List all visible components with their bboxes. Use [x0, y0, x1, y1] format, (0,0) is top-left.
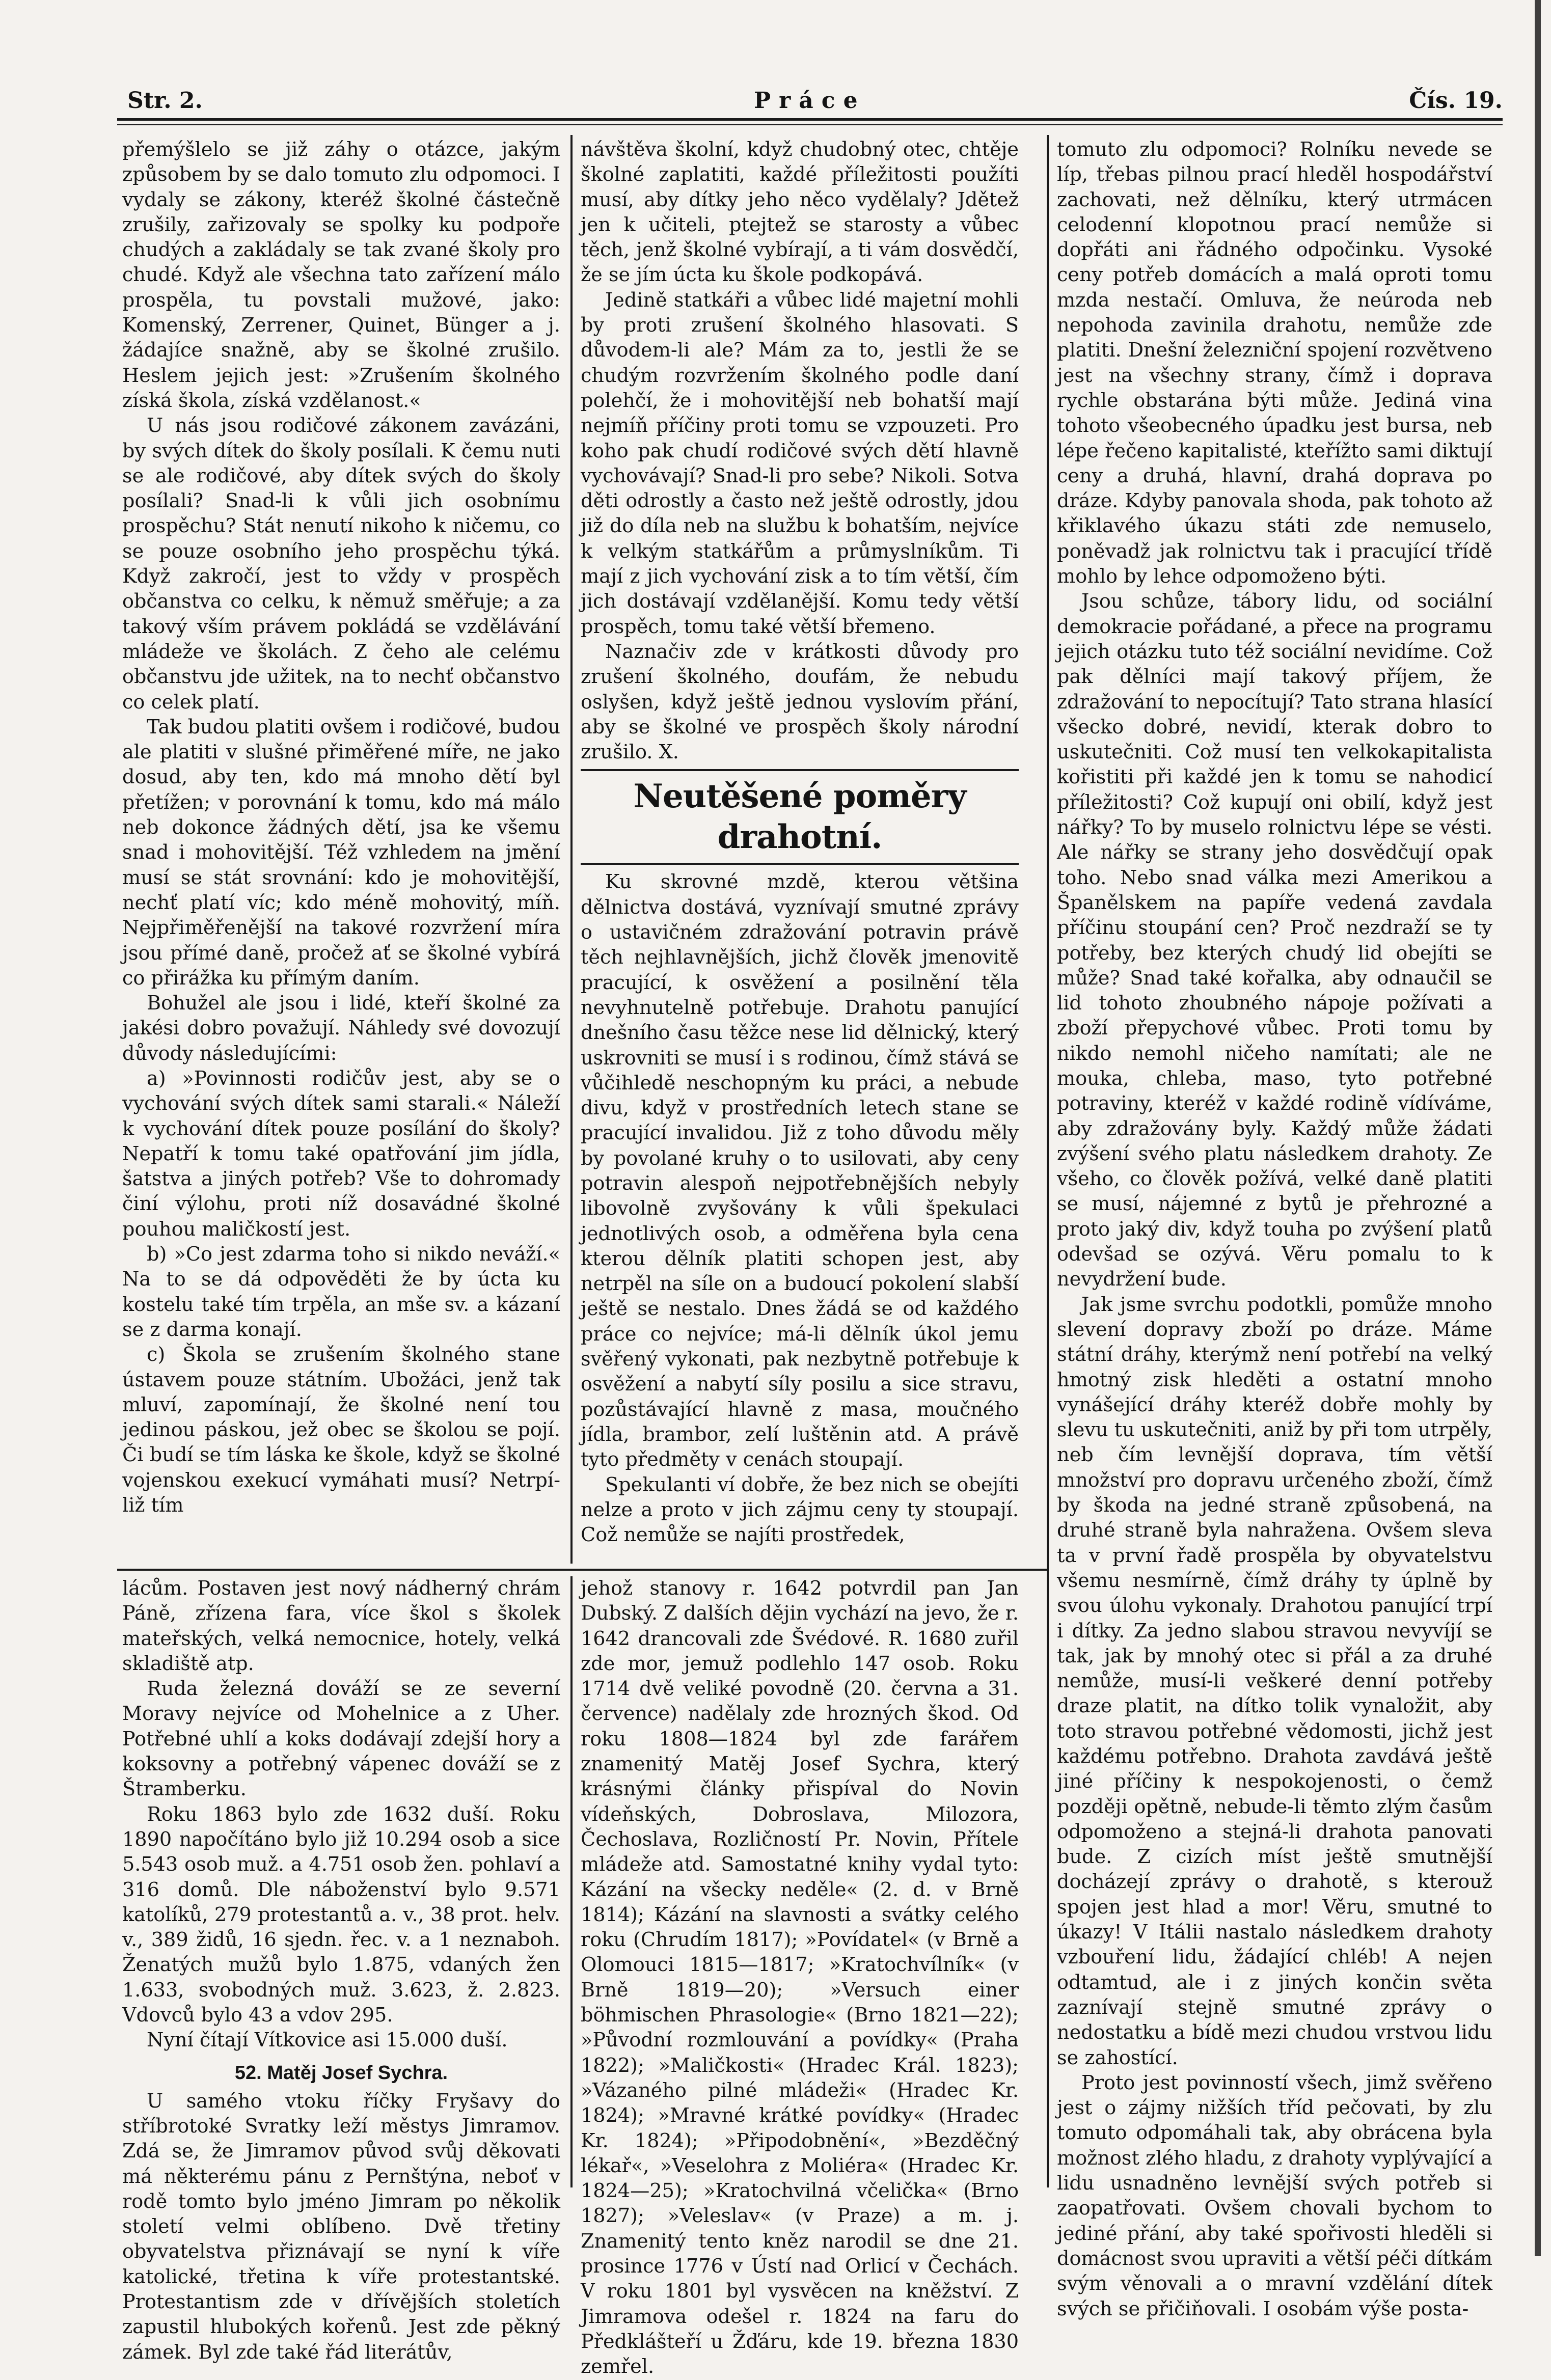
paragraph: Jedině statkáři a vůbec lidé majetní mohli by proti zrušení školného hlasovati. S důvodem-li ale? Mám za to, jestli že se chudým rozvržením školného podle daní polehčí, že i mohovitější neb bohatší mají nejmíň příčiny proti tomu se vzpouzeti. Pro koho pak chudí rodičové svých dětí hlavně vychovávají? Snad-li pro sebe? Nikoli. Sotva děti odrostly a často než ještě odrostly, jdou již do díla neb na službu k bohatším, nejvíce k velkým statkářům a průmyslníkům. Ti mají z jich vychování zisk a to tím větší, čím jich dostávají vzdělanější. Komu tedy větší prospěch, tomu také větší břemeno.: [581, 289, 1019, 638]
issue-number: Čís. 19.: [1409, 88, 1503, 114]
paragraph: Ruda železná dováží se ze severní Moravy nejvíce od Mohelnice a z Uher. Potřebné uhlí a koks dodávají zdejší hory a koksovny a potřebný vápenec dováží se z Štramberku.: [122, 1678, 560, 1801]
paragraph: tomuto zlu odpomoci? Rolníku nevede se líp, třebas pilnou prací hleděl hospodářství zachovati, než dělníku, který utrmácen celodenní klopotnou prací nemůže si dopřáti ani řádného odpočinku. Vysoké ceny potřeb domácích a malá oproti tomu mzda nestačí. Omluva, že neúroda neb nepohoda zavinila drahotu, nemůže zde platiti. Dnešní železniční spojení rozvětveno jest na všechny strany, čímž i doprava rychle obstarána býti může. Jediná vina tohoto všeobecného úpadku jest bursa, neb lépe řečeno kapitalisté, kteřížto sami diktují ceny a druhá, hlavní, drahá doprava po dráze. Kdyby panovala shoda, pak tohoto až křiklavého úkazu státi zde nemuselo, poněvadž jak rolnictvu tak i pracující třídě mohlo by lehce odpomoženo býti.: [1057, 139, 1492, 588]
column-1-top: [122, 138, 560, 1564]
column-1-bottom: [122, 1576, 560, 2364]
paragraph: přemýšlelo se již záhy o otázce, jakým způsobem by se dalo tomuto zlu odpomoci. I vydaly se zákony, kteréž školné částečně zrušily, zařizovaly se spolky ku podpoře chudých a zakládaly se tak zvané školy pro chudé. Když ale všechna tato zařízení málo prospěla, tu povstali mužové, jako: Komenský, Zerrener, Quinet, Bünger a j. žádajíce snažně, aby se školné zrušilo. Heslem jejich jest: »Zrušením školného získá škola, získá vzdělanost.«: [122, 139, 560, 412]
page-header: [127, 88, 1503, 118]
paragraph: b) »Co jest zdarma toho si nikdo neváží.« Na to se dá odpověděti že by úcta ku kostelu také tím trpěla, an mše sv. a kázaní se z darma konají.: [122, 1243, 560, 1341]
paragraph: Jak jsme svrchu podotkli, pomůže mnoho slevení dopravy zboží po dráze. Máme státní dráhy, kterýmž není potřebí na velký hmotný zisk hleděti a ostatní mnoho vynášející dráhy kteréž dobře mohly by slevu tu uskutečniti, aniž by při tom utrpěly, neb čím levnější doprava, tím větší množství pro dopravu určeného zboží, čímž by škoda na jedné straně způsobená, na druhé straně byla nahražena. Ovšem sleva ta v první řadě prospěla by obyvatelstvu všemu nesmírně, čímž dráhy ty úplně by svou úlohu vykonaly. Drahotou panující trpí i dítky. Za jedno slabou stravou nevyvíjí se tak, jak by mnohý otec si přál a za druhé nemůže, musí-li veškeré denní potřeby draze platit, na dítko tolik vynaložit, aby toto stravou potřebné vědomosti, jichž jest každému potřebno. Drahota zavdává ještě jiné příčiny k nespokojenosti, o čemž později opětně, nebude-li těmto zlým časům odpomoženo a stejná-li drahota panovati bude. Z cizích míst ještě smutnější docházejí zprávy o drahotě, s kterouž spojen jest hlad a mor! Věru, smutné to úkazy! V Itálii nastalo následkem drahoty vzbouření lidu, žádající chléb! A nejen odtamtud, ale i z jiných končin světa zaznívají stejně smutné zprávy o nedostatku a bídě mezi chudou vrstvou lidu se zahostící.: [1057, 1293, 1492, 2069]
paragraph: Roku 1863 bylo zde 1632 duší. Roku 1890 napočítáno bylo již 10.294 osob a sice 5.543 osob muž. a 4.751 osob žen. pohlaví a 316 domů. Dle náboženství bylo 9.571 katolíků, 279 protestantů a. v., 38 prot. helv. v., 389 židů, 16 sjedn. řec. v. a 1 neznaboh. Ženatých mužů bylo 1.875, vdaných žen 1.633, svobodných muž. 3.623, ž. 2.823. Vdovců bylo 43 a vdov 295.: [122, 1803, 560, 2027]
section-divider: [117, 1569, 1047, 1571]
page-number-label: Str. 2.: [127, 88, 203, 114]
page-edge: [1535, 0, 1541, 2256]
paragraph: Jsou schůze, tábory lidu, od sociální demokracie pořádané, a přece na programu jejich otázku tuto též sociální nevidíme. Což pak dělníci mají takový příjem, že zdražování to nepocítují? Tato strana hlasící všecko dobré, nevidí, kterak dobro to uskutečniti. Což musí ten velkokapitalista kořistiti při každé jen k tomu se nahodicí příležitosti? Což kupují oni obilí, když jest nářky? To by muselo rolnictvu lépe se vésti. Ale nářky se strany jeho dosvědčují opak toho. Nebo snad válka mezi Amerikou a Španělskem na papíře vedená zavdala příčinu stoupání cen? Proč nezdraží se ty potřeby, bez kterých chudý lid obejíti se může? Snad také kořalka, aby odnaučil se lid tohoto zhoubného nápoje požívati a zboží přepychové vůbec. Proti tomu by nikdo nemohl ničeho namítati; ale ne mouka, chleba, maso, tyto potřebné potraviny, kteréž v každé rodině vídíváme, aby zdražovány byly. Každý může žádati zvýšení svého platu následkem drahoty. Ze všeho, co člověk požívá, velké daně platiti se musí, nájemné z bytů je přehrozné a proto jaký div, když touha po zvýšení platů odevšad se ozývá. Věru pomalu to k nevydržení bude.: [1057, 590, 1492, 1291]
paragraph: Ku skrovné mzdě, kterou většina dělnictva dostává, vyznívají smutné zprávy o ustavičném zdražování potravin právě těch nejhlavnějších, jichž člověk jmenovitě pracující, k osvěžení a posilnění těla nevyhnutelně potřebuje. Drahotu panující dnešního času těžce nese lid dělnický, který uskrovniti se musí i s rodinou, čímž stává se vůčihledě neschopným ku práci, a nebude divu, když v prostředních letech stane se pracující invalidou. Již z toho důvodu měly by povolané kruhy o to usilovati, aby ceny potravin alespoň nejpotřebnějších nebyly libovolně zvyšovány k vůli špekulaci jednotlivých osob, a odměřena byla cena kterou dělník platiti schopen jest, aby netrpěl na síle on a budoucí pokolení slabší ještě se nestalo. Dnes žádá se od každého práce co nejvíce; má-li dělník úkol jemu svěřený vykonati, pak nezbytně potřebuje k osvěžení a nabytí síly posilu a sice stravu, pozůstávající hlavně z masa, moučného jídla, brambor, zelí luštěnin atd. A právě tyto předměty v cenách stoupají.: [581, 871, 1019, 1471]
paragraph: c) Škola se zrušením školného stane ústavem pouze státním. Ubožáci, jenž tak mluví, zapomínají, že školné není tou jedinou páskou, jež obec se školou se pojí. Či budí se tím láska ke škole, když se školné vojenskou exekucí vymáhati musí? Netrpí-liž tím: [122, 1344, 560, 1517]
article-divider: [581, 863, 1019, 865]
paragraph: Proto jest povinností všech, jimž svěřeno jest o zájmy nižších tříd pečovati, by zlu tomuto odpomáhali tak, aby obrácena byla možnost zlého hladu, z drahoty vyplývající a lidu usnadněno levnější svých potřeb si zaopatřovati. Ovšem chovali bychom to jediné přání, aby také spořivosti hleděli si domácnost svou upraviti a větší péči dítkám svým věnovali a o mravní vzdělání dítek svých se přičiňovali. I osobám výše posta-: [1057, 2071, 1492, 2320]
paragraph: Nyní čítají Vítkovice asi 15.000 duší.: [147, 2029, 508, 2052]
column-rule: [570, 135, 573, 1564]
header-rule: [117, 118, 1503, 121]
paragraph: návštěva školní, když chudobný otec, chtěje školné zaplatiti, každé příležitosti použíti musí, aby dítky jeho něco vydělaly? Jdětež jen k učiteli, ptejtež se starosty a vůbec těch, jenž školné vybírají, a ti vám dosvědčí, že se jím úcta ku škole podkopává.: [581, 139, 1019, 287]
column-rule: [570, 1576, 573, 2187]
article-title: 52. Matěj Josef Sychra.: [234, 2062, 448, 2084]
newspaper-title: Práce: [754, 88, 866, 114]
paragraph: lácům. Postaven jest nový nádherný chrám Páně, zřízena fara, více škol s školek mateřských, velká nemocnice, hotely, velká skladiště atp.: [122, 1577, 560, 1675]
article-divider: [581, 769, 1019, 771]
paragraph: Tak budou platiti ovšem i rodičové, budou ale platiti v slušné přiměřené míře, ne jako dosud, aby ten, kdo má mnoho dětí byl přetížen; v porovnání k tomu, kdo má málo neb dokonce žádných dětí, jsa ke všemu snad i mohovitější. Též vzhledem na jmění musí se stát srovnání: kdo je mohovitější, nechť platí víc; kdo méně mohovitý, míň. Nejpřiměřenější na takové rozvržení míra jsou přímé daně, pročež ať se školné vybírá co přirážka ku přímým daním.: [122, 716, 560, 990]
paragraph: Bohužel ale jsou i lidé, kteří školné za jakési dobro považují. Náhledy své dovozují důvody následujícími:: [122, 992, 560, 1065]
column-rule: [1047, 135, 1049, 2187]
paragraph: U samého vtoku říčky Fryšavy do stříbrotoké Svratky leží městys Jimramov. Zdá se, že Jimramov původ svůj děkovati má některému pánu z Pernštýna, neboť v rodě tomto bylo jméno Jimram po několik století velmi oblíbeno. Dvě třetiny obyvatelstva přiznávají se nyní k víře katolické, třetina k víře protestantské. Protestantism zde v dřívějších stoletích zapustil hlubokých kořenů. Jest zde pěkný zámek. Byl zde také řád literátův,: [122, 2090, 560, 2364]
column-2-bottom: [581, 1576, 1019, 2378]
header-rule-thin: [117, 124, 1503, 125]
column-2-top: [581, 138, 1019, 1564]
article-title: Neutěšené poměry drahotní.: [633, 777, 966, 857]
paragraph: Spekulanti ví dobře, že bez nich se obejíti nelze a proto v jich zájmu ceny ty stoupají. Což nemůže se najíti prostředek,: [581, 1473, 1019, 1547]
paragraph: U nás jsou rodičové zákonem zavázáni, by svých dítek do školy posílali. K čemu nuti se ale rodičové, aby dítek svých do školy posílali? Snad-li k vůli jich osobnímu prospěchu? Stát nenutí nikoho k ničemu, co se pouze osobního jeho prospěchu týká. Když zakročí, jest to vždy v prospěch občanstva co celku, k němuž směřuje; a za takový vším právem pokládá se vzdělávání mládeže ve školách. Z čeho ale celému občanstvu jde užitek, na to nechť občanstvo co celek platí.: [122, 415, 560, 714]
paragraph: jehož stanovy r. 1642 potvrdil pan Jan Dubský. Z dalších dějin vychází na jevo, že r. 1642 drancovali zde Švédové. R. 1680 zuřil zde mor, jemuž podlehlo 147 osob. Roku 1714 dvě veliké povodně (20. června a 31. července) nadělaly zde hrozných škod. Od roku 1808—1824 byl zde farářem znamenitý Matěj Josef Sychra, který krásnými články přispíval do Novin vídeňských, Dobroslava, Milozora, Čechoslava, Rozličností Pr. Novin, Přítele mládeže atd. Samostatné knihy vydal tyto: Kázání na všecky neděle« (2. d. v Brně 1814); Kázání na slavnosti a svátky celého roku (Chrudím 1817); »Povídatel« (v Brně a Olomouci 1815—1817; »Kratochvílník« (v Brně 1819—20); »Versuch einer böhmischen Phrasologie« (Brno 1821—22); »Původní rozmlouvání a povídky« (Praha 1822); »Maličkosti« (Hradec Král. 1823); »Vázaného pilné mládeži« (Hradec Kr. 1824); »Mravné krátké povídky« (Hradec Kr. 1824); »Připodobnění«, »Bezděčný lékař«, »Veselohra z Moliéra« (Hradec Kr. 1824—25); »Kratochvilná včelička« (Brno 1827); »Veleslav« (v Praze) a m. j. Znamenitý tento kněz narodil se dne 21. prosince 1776 v Ústí nad Orlicí v Čechách. V roku 1801 byl vysvěcen na kněžství. Z Jimramova odešel r. 1824 na faru do Předklášteří u Žďáru, kde 19. března 1830 zemřel.: [581, 1577, 1019, 2378]
paragraph: Naznačiv zde v krátkosti důvody pro zrušení školného, doufám, že nebudu oslyšen, když ještě jednou vyslovím přání, aby se školné ve prospěch školy národní zrušilo. X.: [581, 640, 1019, 764]
paragraph: a) »Povinnosti rodičův jest, aby se o vychování svých dítek sami starali.« Náleží k vychování dítek pouze posílání do školy? Nepatří k tomu také opatřování jim jídla, šatstva a jiných potřeb? Vše to dohromady činí výlohu, proti níž dosavádné školné pouhou maličkostí jest.: [122, 1067, 560, 1241]
column-3: [1057, 138, 1492, 2320]
